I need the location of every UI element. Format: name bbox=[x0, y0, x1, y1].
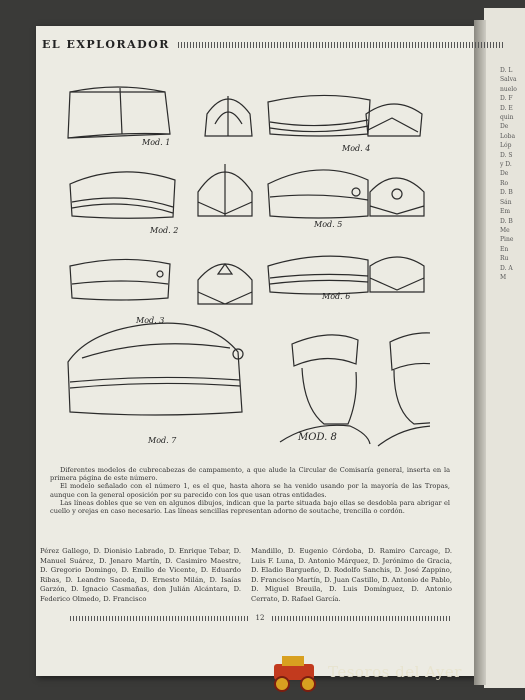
adjacent-page-line: D. B bbox=[500, 189, 513, 197]
header-rule bbox=[178, 42, 505, 48]
caption-paragraph: El modelo señalado con el número 1, es el que, hasta ahora se ha venido usando por la mayoría de las Tropas, aunque con la general oposición por su parecido con los que usan otras entidades. bbox=[50, 482, 450, 499]
cap-model-4-front bbox=[366, 104, 422, 136]
footer-rule-right bbox=[272, 616, 450, 621]
names-list bbox=[40, 547, 452, 605]
adjacent-page-line: Ro bbox=[500, 179, 509, 187]
model-label-8: MOD. 8 bbox=[298, 432, 337, 443]
model-label-7: Mod. 7 bbox=[148, 436, 177, 445]
cap-illustrations bbox=[30, 52, 430, 472]
model-label-2: Mod. 2 bbox=[150, 226, 179, 235]
model-label-6: Mod. 6 bbox=[322, 292, 351, 301]
adjacent-page-line: D. L bbox=[500, 67, 513, 74]
page-gutter bbox=[474, 20, 486, 685]
adjacent-page-line: quin bbox=[500, 114, 514, 122]
page-header bbox=[42, 38, 505, 51]
adjacent-page-line: En bbox=[500, 245, 509, 253]
adjacent-page-line: Salva bbox=[500, 76, 517, 84]
adjacent-page-text bbox=[500, 66, 524, 282]
cap-model-6-side bbox=[268, 256, 368, 294]
cap-drawings bbox=[30, 52, 430, 472]
cap-model-8-heads bbox=[280, 333, 430, 448]
cap-model-3-front bbox=[198, 264, 252, 304]
adjacent-page-line: Lóp bbox=[500, 142, 512, 150]
adjacent-page-line: De bbox=[500, 123, 509, 131]
adjacent-page-line: D. A bbox=[500, 264, 513, 272]
page-number: 12 bbox=[255, 614, 265, 622]
adjacent-page-line: Ru bbox=[500, 255, 509, 263]
adjacent-page-line: D. F bbox=[500, 95, 513, 103]
watermark bbox=[268, 650, 462, 694]
footer-rule-left bbox=[70, 616, 248, 621]
adjacent-page-line: Sán bbox=[500, 198, 512, 206]
figure-caption bbox=[50, 466, 450, 515]
adjacent-page-line: Loba bbox=[500, 132, 516, 140]
adjacent-page-line: M bbox=[500, 273, 507, 281]
cap-model-5-front bbox=[370, 178, 424, 216]
model-label-1: Mod. 1 bbox=[142, 138, 171, 147]
cap-model-3-side bbox=[70, 259, 170, 300]
caption-paragraph: Diferentes modelos de cubrecabezas de campamento, a que alude la Circular de Comisaría general, inserta en la primera página de este número. bbox=[50, 466, 450, 483]
model-label-3: Mod. 3 bbox=[136, 316, 165, 325]
caption-paragraph: Las líneas dobles que se ven en algunos dibujos, indican que la parte situada bajo ellas se desdobla para abrigar el cuello y orejas en caso necesario. Las líneas sencillas representan adorno de soutache, trencilla o cordón. bbox=[50, 498, 450, 516]
model-label-4: Mod. 4 bbox=[342, 144, 371, 153]
cap-model-1-front bbox=[205, 96, 252, 136]
adjacent-page-line: Em bbox=[500, 208, 511, 216]
cap-model-7-large bbox=[68, 323, 243, 415]
cap-model-6-front bbox=[370, 257, 424, 292]
cap-model-5-side bbox=[268, 170, 368, 218]
watermark-text: Tesoros del Ayer bbox=[328, 663, 462, 681]
adjacent-page-line: nuelo bbox=[500, 85, 517, 93]
adjacent-page-line: Me bbox=[500, 226, 510, 234]
car-logo-icon bbox=[268, 650, 324, 694]
model-label-5: Mod. 5 bbox=[314, 220, 343, 229]
adjacent-page-line: D. E bbox=[500, 104, 513, 112]
cap-model-2-front bbox=[198, 164, 252, 216]
cap-model-2-side bbox=[70, 172, 175, 218]
adjacent-page-line: De bbox=[500, 170, 509, 178]
adjacent-page-line: D. S bbox=[500, 151, 513, 159]
cap-model-4-side bbox=[268, 95, 370, 136]
adjacent-page-line: y D. bbox=[500, 161, 512, 169]
adjacent-page-line: Pine bbox=[500, 236, 514, 244]
magazine-title: EL EXPLORADOR bbox=[42, 38, 170, 51]
cap-model-1-side bbox=[68, 87, 170, 138]
names-column-left: Pérez Gallego, D. Dionisio Labrado, D. Enrique Tebar, D. Manuel Suárez, D. Jenaro Martín, D. Casimiro Maestre, D. Gregorio Domingo, D. Emilio de Vicente, D. Eduardo Ribas, D. Leandro Saceda, D. Ernesto Milán, D. Isaías Garzón, D. Ignacio Casmañas, don Julián Alcántara, D. Federico Olmedo, D. Francisco bbox=[40, 547, 241, 603]
page-footer bbox=[70, 614, 450, 622]
adjacent-page-line: D. B bbox=[500, 217, 513, 225]
names-column-right: Mandillo, D. Eugenio Córdoba, D. Ramiro Carcage, D. Luis F. Luna, D. Antonio Márquez, D. Jerónimo de Gracia, D. Eladio Bargueño, D. Rodolfo Sanchis, D. José Zappino, D. Francisco Martín, D. Juan Castillo, D. Antonio de Pablo, D. Miguel Breuila, D. Luis Domínguez, D. Antonio Cerrato, D. Rafael García. bbox=[251, 547, 453, 603]
